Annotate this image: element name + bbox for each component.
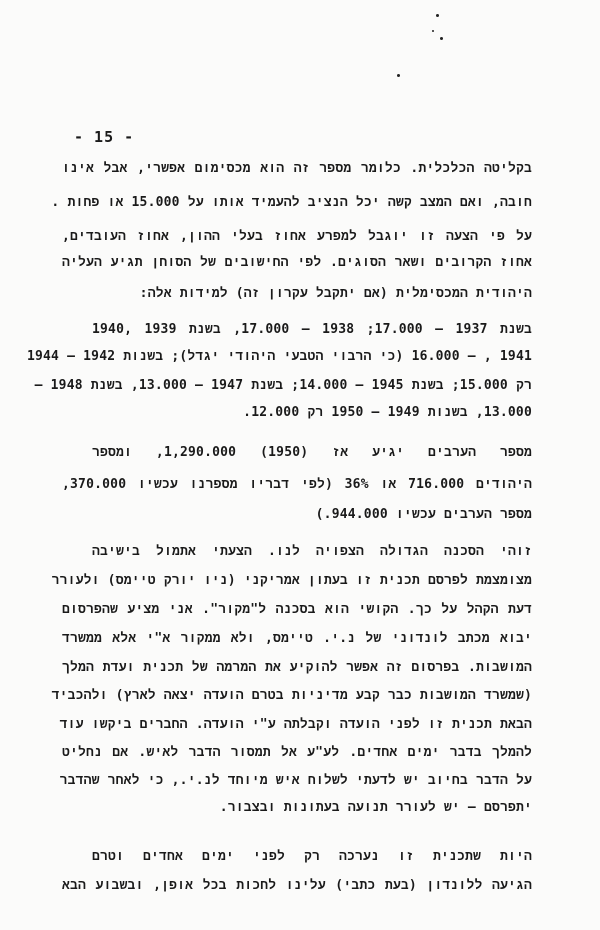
text-line: היות שתכנית זו נערכה רק לפני ימים אחדים וטרם: [92, 849, 532, 864]
text-line: חובה, ואם המצב קשה יכל הנציב להעמיד אותו על 15.000 או פחות .: [51, 195, 532, 210]
text-line: מצומצמת לפרסם תכנית זו בעתון אמריקני (ניו יורק טיימס) ולעורר: [51, 573, 532, 588]
text-line: בקליטה הכלכלית. כלומר מספר זה הוא מכסימום אפשרי, אבל אינו: [62, 161, 532, 176]
scan-speck: [432, 30, 434, 32]
text-line: יבוא מכתב לונדוני של נ.י. טיימס, ולא ממקור א"י אלא ממשרד: [62, 631, 532, 646]
text-line: רק 15.000; בשנת 1945 – 14.000; בשנת 1947 – 13.000, בשנת 1948 –: [34, 378, 532, 393]
text-line: 13.000, בשנות 1949 – 1950 רק 12.000.: [243, 405, 532, 420]
text-line: על הדבר בחיוב יש לדעתי לשלוח איש מיוחד לנ.י., כי לאחר שהדבר: [59, 773, 532, 788]
text-line: מספר הערבים יגיע אז (1950) 1,290.000, ומספר: [92, 445, 532, 460]
scan-speck: [440, 37, 443, 40]
text-line: אחוז הקרובים ושאר הסוגים. לפי החישובים של הסוחן תגיע העליה: [62, 255, 532, 270]
text-line: (שמשרד המושבות כבר קבע מדיניות בטרם הועדה יצאה לארץ) ולהכביד: [51, 688, 532, 703]
page-number: - 15 -: [74, 128, 135, 146]
text-line: היהודית המכסימלית (אם יתקבל עקרון זה) למידות אלה:: [139, 286, 532, 301]
text-line: היהודים 716.000 או 36% (לפי דבריו מספרנו עכשיו 370.000,: [62, 477, 532, 492]
text-line: הגיעה ללונדון (בעת כתבי) עלינו לחכות בכל אופן, ובשבוע הבא: [62, 878, 532, 893]
scan-speck: [397, 74, 400, 77]
text-line: להמלך בדבר ימים אחדים. לע"ע אל תמסור הדבר לאיש. אם נחליט: [62, 745, 532, 760]
text-line: מספר הערבים עכשיו 944.000.): [315, 507, 532, 522]
text-line: יתפרסם – יש לעורר תנועה בעתונות ובצבור.: [219, 800, 532, 815]
text-line: על פי הצעה זו יוגבל למפרע אחוז בעלי ההון, אחוז העובדים,: [62, 229, 532, 244]
text-line: בשנת 1937 – 17.000; 1938 – 17.000, בשנת 1939 ,1940: [92, 322, 532, 337]
text-line: דעת הקהל על כך. הקושי הוא בסכנה ל"מקור". אני מציע שהפרסום: [62, 602, 532, 617]
scan-speck: [436, 14, 439, 17]
text-line: זוהי הסכנה הגדולה הצפויה לנו. הצעתי אתמול בישיבה: [92, 544, 532, 559]
text-line: 1941 , – 16.000 (כי הרבוי הטבעי היהודי יגדל); בשנות 1942 – 1944: [26, 349, 532, 364]
text-line: הבאת תכנית זו לפני הועדה וקבלתה ע"י הועדה. החברים ביקשו עוד: [59, 717, 532, 732]
text-line: המושבות. בפרסום זה אפשר להוקיע את המרמה של תכנית ועדת המלך: [62, 660, 532, 675]
